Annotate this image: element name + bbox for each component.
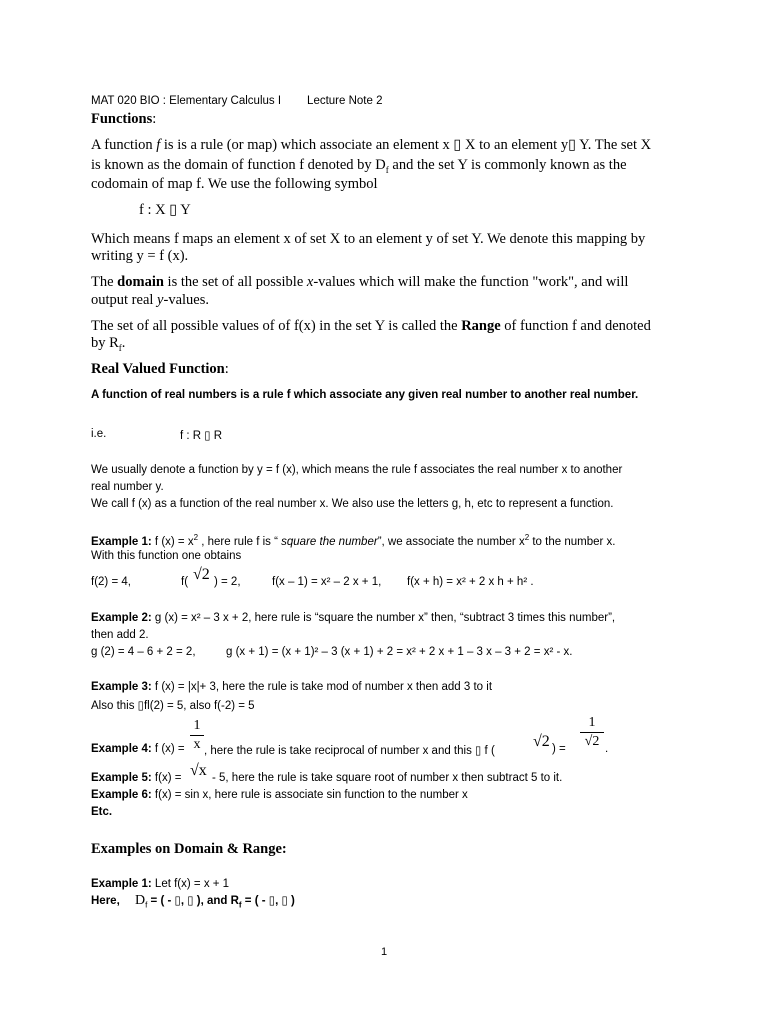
domain-range-example-1: Example 1: Let f(x) = x + 1: [91, 878, 230, 890]
page-number: 1: [381, 946, 388, 958]
fraction-one-over-x: 1 x: [190, 718, 204, 753]
mapping-symbol: f : X ▯ Y: [139, 202, 191, 218]
example-2-line-2: then add 2.: [91, 629, 149, 641]
mapping-explanation-line-1: Which means f maps an element x of set X to an element y of set Y. We denote this mapping by: [91, 231, 646, 247]
example-1-value-4: f(x + h) = x² + 2 x h + h² .: [407, 576, 534, 588]
function-definition-line-1: A function f is is a rule (or map) which associate an element x ▯ X to an element y▯ Y. The set X: [91, 137, 652, 153]
real-function-text-line-2: real number y.: [91, 481, 164, 493]
example-1-value-1: f(2) = 4,: [91, 576, 131, 588]
sqrt-two-symbol: √2: [533, 733, 550, 750]
range-definition-line-1: The set of all possible values of of f(x) in the set Y is called the Range of function f and denoted: [91, 318, 651, 334]
real-function-definition: A function of real numbers is a rule f which associate any given real number to another real number.: [91, 389, 639, 401]
sqrt-two-symbol: √2: [193, 566, 210, 583]
here-label: Here,: [91, 895, 120, 907]
example-1-value-2-open: f(: [181, 576, 189, 588]
example-5-text: - 5, here the rule is take square root of number x then subtract 5 to it.: [212, 772, 563, 784]
domain-definition-line-2: output real y-values.: [91, 292, 209, 308]
real-function-text-line-1: We usually denote a function by y = f (x), which means the rule f associates the real number x to another: [91, 464, 623, 476]
lecture-note-label: Lecture Note 2: [307, 95, 383, 107]
example-1-value-2-close: ) = 2,: [214, 576, 241, 588]
function-definition-line-3: codomain of map f. We use the following symbol: [91, 176, 378, 192]
example-1-line-1: Example 1: f $(x) = x^2$ , here rule f is “ square the number”, we associate the number $x^2$ to the number x.: [91, 533, 616, 548]
real-function-text-line-3: We call f (x) as a function of the real number x. We also use the letters g, h, etc to represent a function.: [91, 498, 614, 510]
example-4-label: Example 4: f (x) =: [91, 743, 185, 755]
example-4-text: , here the rule is take reciprocal of number x and this ▯ f (: [204, 745, 495, 757]
ie-label: i.e.: [91, 428, 107, 440]
lecture-header: [91, 95, 382, 107]
example-4-period: .: [605, 743, 609, 755]
example-5-label: Example 5: f(x) =: [91, 772, 182, 784]
domain-range-values: $D_f$ = ( - ▯, ▯ ), and $R_f$ = ( - ▯, ▯ ): [135, 893, 295, 910]
domain-definition-line-1: The domain is the set of all possible x-values which will make the function "work", and will: [91, 274, 629, 290]
example-1-value-3: f(x – 1) = x² – 2 x + 1,: [272, 576, 382, 588]
example-3-line-1: Example 3: f (x) = |x|+ 3, here the rule is take mod of number x then add 3 to it: [91, 681, 493, 693]
example-6-line: Example 6: f(x) = sin x, here rule is associate sin function to the number x: [91, 789, 468, 801]
domain-range-heading: Examples on Domain & Range:: [91, 841, 287, 857]
example-2-line-1: Example 2: g (x) = x² – 3 x + 2, here rule is “square the number x” then, “subtract 3 times this number”,: [91, 612, 616, 624]
functions-heading: Functions:: [91, 111, 157, 127]
sqrt-x-symbol: √x: [190, 762, 207, 779]
example-2-value-2: g (x + 1) = (x + 1)² – 3 (x + 1) + 2 = x² + 2 x + 1 – 3 x – 3 + 2 = x² - x.: [226, 646, 573, 658]
etc-label: Etc.: [91, 806, 113, 818]
example-3-line-2: Also this ▯fl(2) = 5, also f(-2) = 5: [91, 700, 255, 712]
real-valued-heading: Real Valued Function:: [91, 361, 229, 377]
example-4-equals: ) =: [552, 743, 566, 755]
fraction-one-over-sqrt-two: 1 √2: [580, 715, 604, 750]
real-mapping-symbol: f : R ▯ R: [180, 430, 223, 442]
course-title: MAT 020 BIO : Elementary Calculus I: [91, 95, 282, 107]
example-2-value-1: g (2) = 4 – 6 + 2 = 2,: [91, 646, 196, 658]
range-definition-line-2: by $R_f$.: [91, 335, 126, 353]
function-definition-line-2: is known as the domain of function f denoted by $D_f$ and the set Y is commonly known as the: [91, 157, 627, 175]
example-1-line-2: With this function one obtains: [91, 550, 242, 562]
mapping-explanation-line-2: writing y = f (x).: [91, 248, 189, 264]
